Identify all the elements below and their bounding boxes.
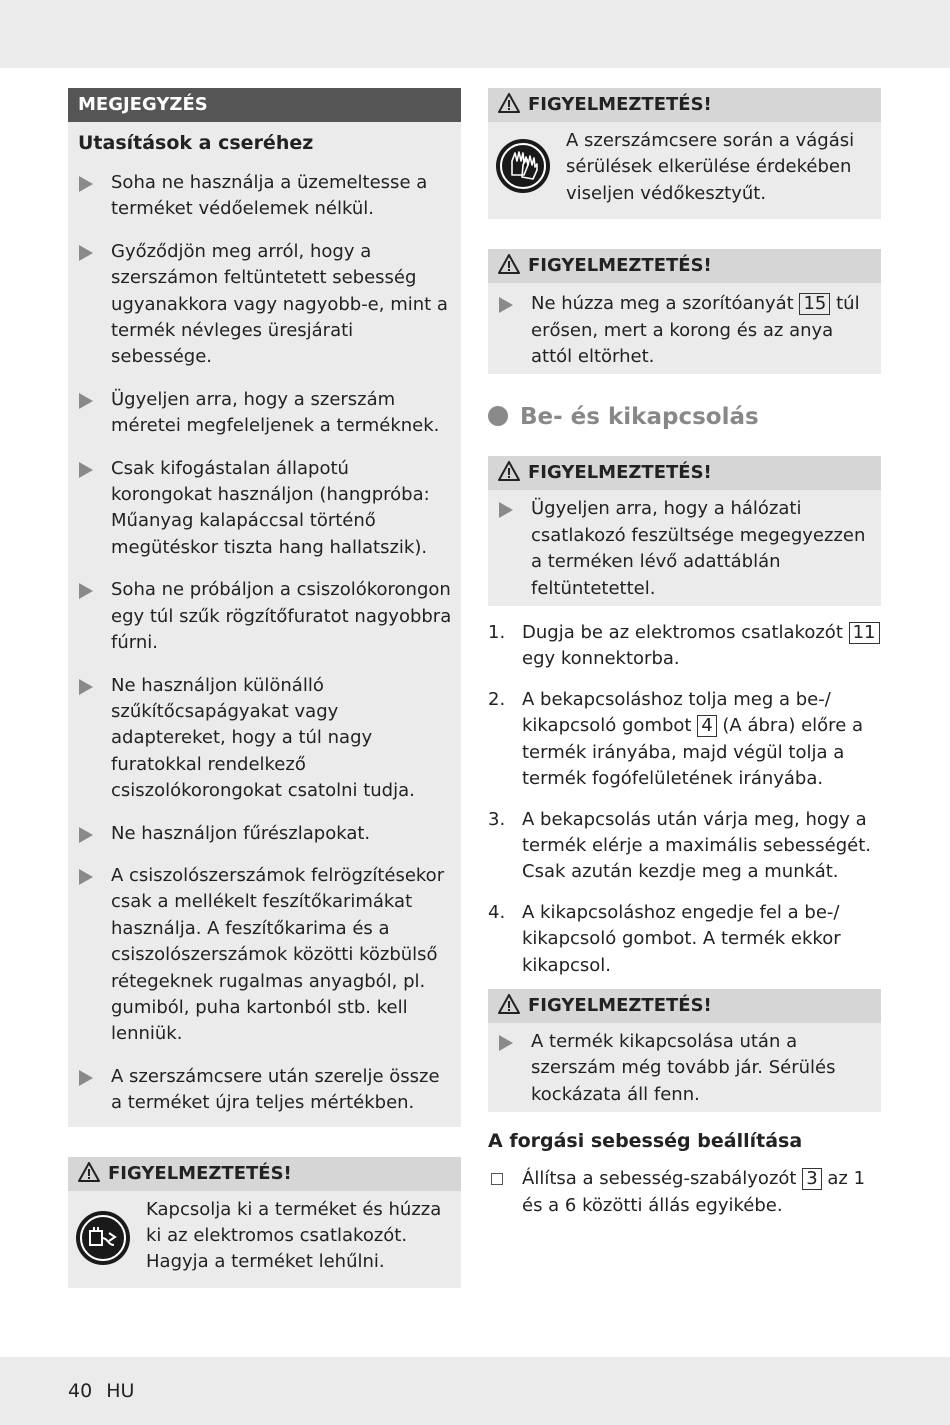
warning-triangle-icon [498,461,520,481]
bullet-text: Ne húzza meg a szorítóanyát [531,293,794,315]
step-text: az 1 és a 6 közötti állás egyikébe. [522,1168,866,1216]
step-text: A bekapcsoláshoz tolja meg a be-/ kikapcsoló gombot [522,688,831,737]
gloves-icon [496,139,550,193]
warning-triangle-icon [498,93,520,113]
list-item [68,170,461,223]
note-bullet-list [68,170,461,1117]
bullet-text: A termék kikapcsolása után a szerszám még tovább jár. Sérülés kockázata áll fenn. [531,1030,836,1105]
list-item [68,387,461,440]
unplug-icon [76,1211,130,1265]
warning-header-text: FIGYELMEZTETÉS! [528,994,712,1016]
bullet-triangle-icon [79,583,93,599]
bullet-triangle-icon [79,176,93,192]
warning-header-text: FIGYELMEZTETÉS! [528,94,712,115]
bullet-text: Csak kifogástalan állapotú korongokat használjon (hangpróba: Műanyag kalapáccsal történő megütéskor tiszta hang hallatszik). [111,457,430,558]
warning-body-gloves [488,122,881,219]
page-footer [68,1380,148,1402]
bullet-triangle-icon [79,869,93,885]
bullet-triangle-icon [79,827,93,843]
bullet-text: Ne használjon fűrészlapokat. [111,822,371,844]
list-item [68,577,461,656]
bullet-text: Ne használjon különálló szűkítőcsapágyakat vagy adaptereket, hogy a túl nagy furatokkal rendelkező csiszolókorongokat csatolni tudja. [111,674,415,802]
warning-text-unplug: Kapcsolja ki a terméket és húzza ki az elektromos csatlakozót. Hagyja a terméket lehűlni. [146,1198,442,1273]
bullet-triangle-icon [79,462,93,478]
step-number: 4. [488,901,506,923]
warning-triangle-icon [498,254,520,274]
warning-header-rundown [488,989,881,1023]
step-text: (A ábra) előre a termék irányába, majd végül tolja a termék fogófelületének irányába. [522,715,864,790]
warning-triangle-icon [498,994,520,1014]
bullet-triangle-icon [499,297,513,313]
part-reference: 3 [802,1168,821,1190]
step-number: 1. [488,622,506,644]
part-reference: 4 [697,715,716,737]
warning-triangle-icon [78,1162,100,1182]
step-item [488,807,881,886]
part-reference: 11 [849,622,880,644]
language-code: HU [106,1380,135,1402]
section-dot-icon [488,406,508,426]
note-box [68,122,461,1127]
list-item [68,456,461,562]
bullet-text: A csiszolószerszámok felrögzítésekor csak a mellékelt feszítőkarimákat használja. A feszítőkarima és a csiszolószerszámok közötti közbülső rétegeknek rugalmas anyagból, pl. gumiból, puha kartonból stb. kell lenniük. [111,864,445,1045]
section-title-text: Be- és kikapcsolás [520,404,759,431]
warning-body-unplug [68,1191,461,1288]
step-item [488,687,881,793]
bullet-text: Győződjön meg arról, hogy a szerszámon feltüntetett sebesség ugyanakkora vagy nagyobb-e, mint a termék névleges üresjárati sebessége. [111,240,448,368]
list-item [488,1023,881,1108]
warning-header-text: FIGYELMEZTETÉS! [108,1162,292,1184]
list-item [488,490,881,602]
bullet-text: túl erősen, mert a korong és az anya attól eltörhet. [531,293,860,368]
warning-header-unplug [68,1157,461,1191]
list-item [488,1166,881,1219]
warning-header-text: FIGYELMEZTETÉS! [528,255,712,277]
speed-title: A forgási sebesség beállítása [488,1130,803,1153]
list-item [68,863,461,1048]
bullet-text: Ügyeljen arra, hogy a hálózati csatlakozó feszültsége megegyezzen a terméken lévő adattáblán feltüntetettel. [531,498,866,599]
bullet-text: Soha ne próbáljon a csiszolókorongon egy túl szűk rögzítőfuratot nagyobbra fúrni. [111,579,452,654]
list-item [68,1064,461,1117]
steps-list [488,620,881,979]
top-band [0,0,950,68]
step-text: Dugja be az elektromos csatlakozót [522,622,843,644]
checkbox-icon [491,1173,503,1185]
bullet-triangle-icon [79,393,93,409]
bullet-text: Ügyeljen arra, hogy a szerszám méretei megfeleljenek a terméknek. [111,388,440,437]
section-title [488,400,881,434]
list-item [488,283,881,370]
list-item [68,821,461,847]
bullet-text: Soha ne használja a üzemeltesse a terméket védőelemek nélkül. [111,172,428,220]
warning-header-text: FIGYELMEZTETÉS! [528,462,712,484]
part-reference: 15 [799,293,830,315]
bullet-triangle-icon [79,679,93,695]
step-text: Állítsa a sebesség-szabályozót [522,1168,797,1190]
step-text: A bekapcsolás után várja meg, hogy a termék elérje a maximális sebességét. Csak azután kezdje meg a munkát. [522,808,872,883]
note-subtitle: Utasítások a cseréhez [78,132,314,154]
step-number: 3. [488,808,506,830]
bullet-triangle-icon [499,1035,513,1051]
bullet-triangle-icon [79,245,93,261]
bullet-text: A szerszámcsere után szerelje össze a terméket újra teljes mértékben. [111,1065,440,1114]
page-number: 40 [68,1380,93,1402]
bullet-triangle-icon [79,1070,93,1086]
note-header: MEGJEGYZÉS [68,88,461,122]
bullet-triangle-icon [499,502,513,518]
right-column [488,88,881,1219]
warning-header-nut [488,249,881,283]
left-column [68,88,461,1288]
warning-body-rundown [488,1023,881,1112]
warning-body-voltage [488,490,881,606]
step-item [488,900,881,979]
warning-body-nut [488,283,881,374]
step-number: 2. [488,688,506,710]
list-item [68,239,461,371]
list-item [68,673,461,805]
step-text: A kikapcsoláshoz engedje fel a be-/ kikapcsoló gombot. A termék ekkor kikapcsol. [522,901,841,976]
warning-header-voltage [488,456,881,490]
step-text: egy konnektorba. [522,648,680,670]
warning-header-gloves [488,88,881,122]
warning-text-gloves: A szerszámcsere során a vágási sérülések elkerülése érdekében viseljen védőkesztyűt. [566,130,855,204]
step-item [488,620,881,673]
